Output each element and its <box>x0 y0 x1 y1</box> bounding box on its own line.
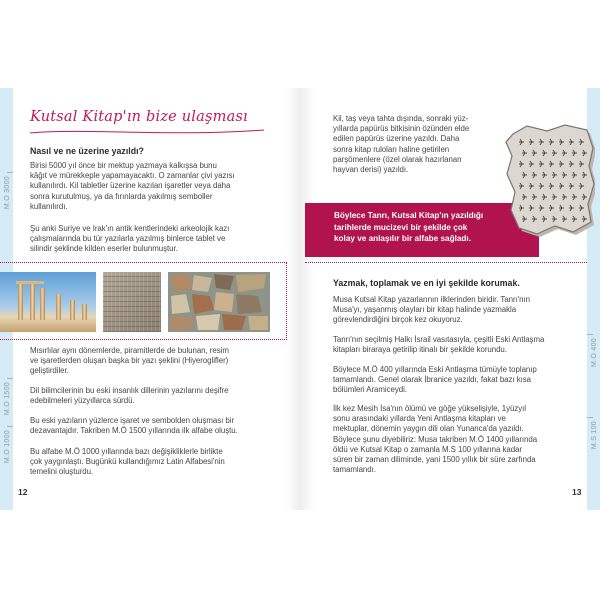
timeline-tick <box>587 334 593 335</box>
text-line: sonra kitap ruloları haline getirilen <box>333 144 450 154</box>
page-number: 13 <box>572 487 582 497</box>
paragraph <box>30 416 238 436</box>
text-line: parşömenlere (özel olarak hazırlanan <box>333 154 462 164</box>
text-line: geliştirdiler. <box>30 366 69 376</box>
inscribed-stone-image <box>503 122 595 237</box>
section-heading: Yazmak, toplamak ve en iyi şekilde korumak. <box>333 278 520 288</box>
column-shape <box>82 304 87 320</box>
title-underline-swirl <box>28 127 268 137</box>
text-line: Böylece Tanrı, Kutsal Kitap'ın yazıldığı <box>334 211 484 220</box>
text-line: Şu anki Suriye ve Irak'ın antik kentlerindeki arkeolojik kazı <box>30 224 230 233</box>
text-line: çalışmalarında bu tür yazılarla yazılmış binlerce tablet ve <box>30 234 226 244</box>
text-line: Musa'yı, yaşanmış olayları bir kitap halinde yazmakla <box>333 305 517 315</box>
paragraph <box>333 335 544 355</box>
callout-text <box>334 210 483 245</box>
ruins-columns-photo <box>0 272 96 332</box>
text-line: sonu arasındaki yıllarda Yeni Antlaşma kitapları ve <box>333 414 506 424</box>
paragraph <box>333 295 530 326</box>
text-line: mektuplar, dönemin yaygın dili olan Yunanca'da yazıldı. <box>333 424 524 434</box>
text-line: Böylece M.Ö 400 yıllarında Eski Antlaşma tümüyle toplanıp <box>333 365 537 374</box>
timeline-tick <box>7 426 13 427</box>
timeline-label: M.Ö 1500 <box>4 382 11 416</box>
text-line: Dil bilimcilerinin bu eski insanlık dillerinin yazılarını deşifre <box>30 386 229 395</box>
text-line: Birisi 5000 yıl önce bir mektup yazmaya kalkışsa bunu <box>30 161 217 170</box>
text-line: kâğıt ve mürekkeple yapamayacaktı. O zamanlar çivi yazısı <box>30 171 235 181</box>
pottery-shards-photo <box>168 272 270 332</box>
text-line: bölümleri Aramiceydi. <box>333 385 407 395</box>
paragraph <box>30 346 229 377</box>
text-line: kullanılırdı. <box>30 201 68 211</box>
page-number: 12 <box>18 487 28 497</box>
text-line: Tanrı'nın seçilmiş Halkı İsrail vasıtasıyla, çeşitli Eski Antlaşma <box>333 335 545 344</box>
dotted-divider <box>305 262 587 263</box>
text-line: görevlendirdiğini birçok kez okuyoruz. <box>333 315 463 325</box>
column-shape <box>30 284 35 320</box>
text-line: dezavantajdır. Takriben M.Ö 1500 yıllarında ilk alfabe oluştu. <box>30 426 238 436</box>
timeline-tick <box>587 417 593 418</box>
clay-tablet-photo <box>103 272 161 332</box>
section-heading: Nasıl ve ne üzerine yazıldı? <box>30 146 144 156</box>
text-line: Kil, taş veya tahta dışında, sonraki yüz- <box>333 114 469 123</box>
paragraph <box>30 447 225 478</box>
text-line: öldü ve Kutsal Kitap o zamanla M.S 100 yıllarına kadar <box>333 444 522 454</box>
timeline-label: M.Ö 3000 <box>4 176 11 210</box>
timeline-tick <box>7 172 13 173</box>
paragraph <box>30 224 229 255</box>
text-line: yıllarda papürüs bitkisinin özünden elde <box>333 124 470 134</box>
timeline-label: M.Ö 1000 <box>4 430 11 464</box>
text-line: edebilmeleri yüzyıllarca sürdü. <box>30 396 135 406</box>
text-line: kolay ve anlaşılır bir alfabe sağladı. <box>334 234 471 243</box>
column-shape <box>70 300 75 320</box>
page-title: Kutsal Kitap'ın bize ulaşması <box>30 109 248 125</box>
text-line: süren bir zaman diliminde, yani 1500 yıllık bir süre zarfında <box>333 454 536 464</box>
text-line: Böylece şunu diyebiliriz: Musa takriben M.Ö 1400 yıllarında <box>333 434 538 444</box>
text-line: Bu alfabe M.Ö 1000 yıllarında bazı değişikliklerle birlikte <box>30 447 223 456</box>
text-line: Mısırlılar aynı dönemlerde, piramitlerde de bulunan, resim <box>30 346 229 355</box>
text-line: temelini oluşturdu. <box>30 467 94 477</box>
paragraph <box>333 404 537 475</box>
text-line: İlk kez Mesih İsa'nın ölümü ve göğe yükselişiyle, 1yüzyıl <box>333 404 526 413</box>
book-gutter <box>286 88 314 510</box>
paragraph <box>333 365 537 396</box>
text-line: silindir şeklinde kilden eserler bulunmuştur. <box>30 244 178 254</box>
column-shape <box>40 288 45 320</box>
timeline-label: M.S 100 <box>591 421 598 450</box>
text-line: çok yaygınlaştı. Bugünkü kullandığımız Latin Alfabesi'nin <box>30 457 225 467</box>
text-line: tarihlerde mucizevi bir şekilde çok <box>334 222 468 232</box>
column-shape <box>56 294 61 320</box>
text-line: kitapları biraraya getirilip itinalı bir şekilde korundu. <box>333 345 507 355</box>
paragraph <box>30 386 228 406</box>
paragraph <box>30 161 235 212</box>
timeline-tick <box>7 378 13 379</box>
text-line: sonra kurutulmuş, ya da fırınlarda yakılmış semboller <box>30 191 213 201</box>
text-line: kullanılırdı. Kil tabletler üzerine kazılan işaretler veya daha <box>30 181 231 191</box>
paragraph <box>333 114 469 175</box>
text-line: Musa Kutsal Kitap yazarlarının ilklerinden biridir. Tanrı'nın <box>333 295 530 304</box>
text-line: tamamlandı. <box>333 465 376 475</box>
column-shape <box>18 284 23 320</box>
text-line: Bu eski yazıların yüzlerce işaret ve sembolden oluşması bir <box>30 416 235 425</box>
text-line: tamamlandı. Genel olarak İbranice yazıldı, fakat bazı kısa <box>333 375 531 385</box>
text-line: ve işaretlerden oluşan başka bir yazı şeklini (Hiyeroglifler) <box>30 356 229 366</box>
text-line: hayvan derisi) yazıldı. <box>333 164 409 174</box>
timeline-label: M.Ö 400 <box>591 338 598 367</box>
text-line: edilen papürüs üzerine yazıldı. Daha <box>333 134 460 144</box>
